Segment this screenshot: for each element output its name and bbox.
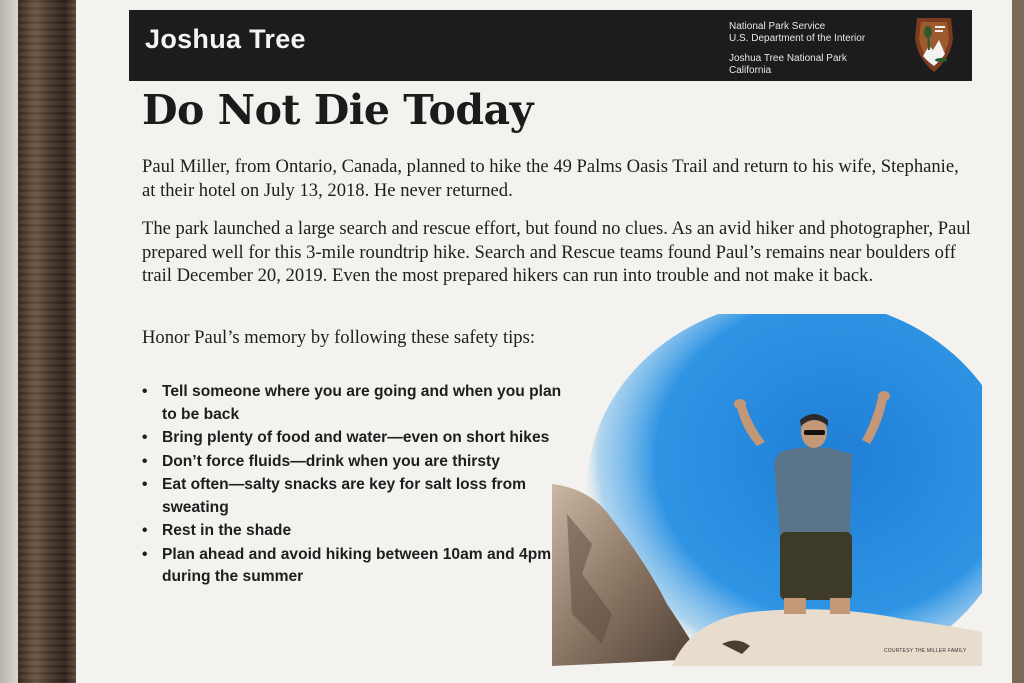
list-item: • Don’t force fluids—drink when you are thirsty — [142, 451, 562, 474]
right-edge-background — [1012, 0, 1024, 683]
list-item: • Plan ahead and avoid hiking between 10am and 4pm during the summer — [142, 544, 562, 589]
list-item: • Rest in the shade — [142, 520, 562, 543]
left-edge-background — [0, 0, 18, 683]
list-item: • Eat often—salty snacks are key for salt loss from sweating — [142, 474, 562, 519]
story-paragraph-2: The park launched a large search and rescue effort, but found no clues. As an avid hiker and photographer, Paul prepared well for this 3-mile roundtrip hike. Search and Rescue teams found Paul’s remains near boulders off trail December 20, 2019. Even the most prepared hikers can run into trouble and not make it back. — [142, 218, 971, 286]
safety-intro: Honor Paul’s memory by following these safety tips: — [142, 327, 536, 348]
photo-credit: COURTESY THE MILLER FAMILY — [884, 648, 967, 654]
safety-tips-list — [142, 381, 562, 590]
header-bar — [129, 10, 972, 81]
agency-block — [729, 21, 865, 45]
list-item: • Tell someone where you are going and when you plan to be back — [142, 381, 562, 426]
nps-arrowhead-icon — [913, 16, 955, 74]
state-name: California — [729, 65, 772, 76]
agency-name: National Park Service — [729, 21, 826, 32]
sign-panel — [76, 0, 1012, 683]
list-item: • Bring plenty of food and water—even on short hikes — [142, 427, 562, 450]
park-block — [729, 53, 847, 77]
park-title: Joshua Tree — [145, 24, 306, 54]
department-name: U.S. Department of the Interior — [729, 33, 866, 44]
park-name: Joshua Tree National Park — [729, 53, 847, 64]
hiker-photo — [552, 314, 982, 666]
headline: Do Not Die Today — [142, 86, 533, 134]
wooden-post — [18, 0, 76, 683]
story-paragraph-1: Paul Miller, from Ontario, Canada, planned to hike the 49 Palms Oasis Trail and return to his wife, Stephanie, at their hotel on July 13, 2018. He never returned. — [142, 156, 959, 201]
